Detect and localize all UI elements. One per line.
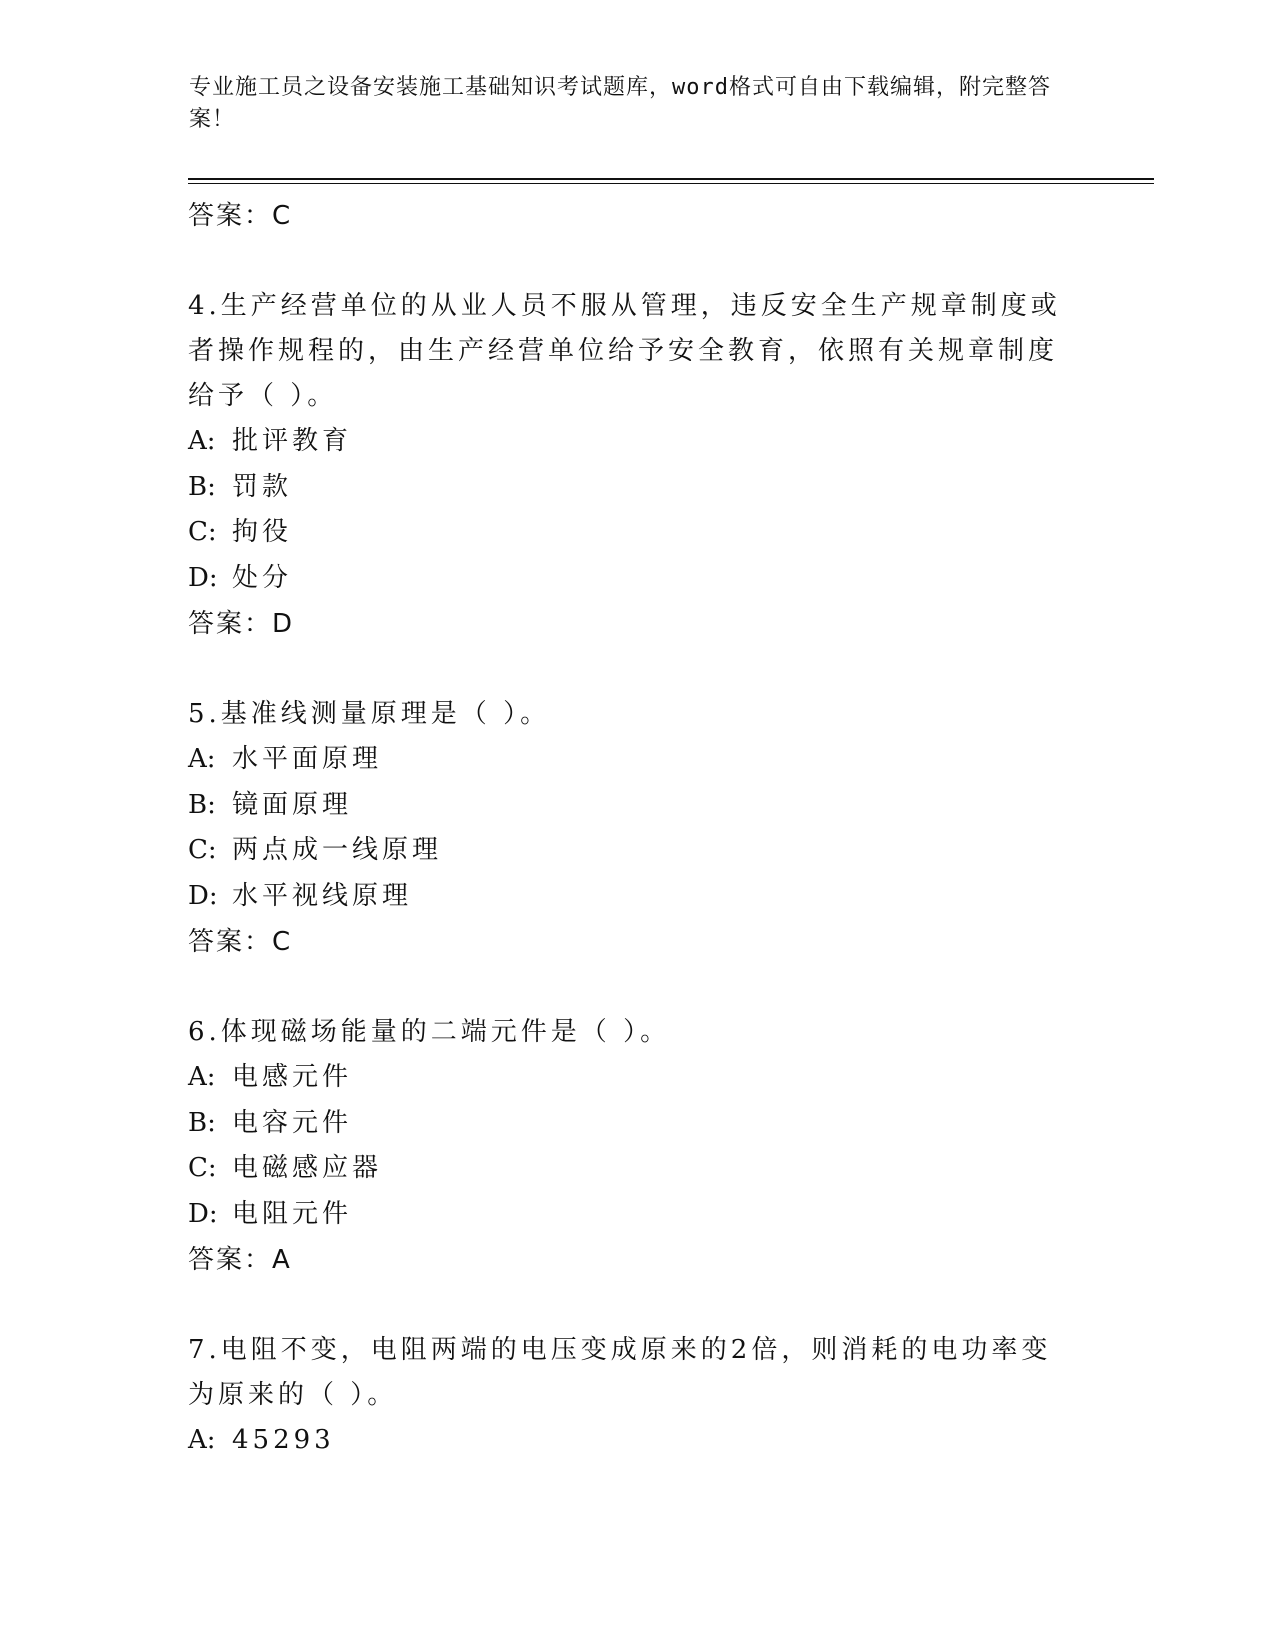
option-letter: B: — [188, 471, 216, 502]
option-letter: B: — [188, 789, 216, 820]
option-letter: A: — [188, 744, 216, 774]
option-b — [188, 465, 1148, 511]
option-letter: D: — [188, 562, 218, 593]
option-text: 镜面原理 — [232, 789, 353, 820]
option-c — [188, 1146, 1148, 1192]
option-letter: C: — [188, 1153, 217, 1183]
option-c — [188, 510, 1148, 556]
option-text: 电阻元件 — [232, 1198, 353, 1229]
option-letter: D: — [188, 1198, 218, 1229]
question-block — [188, 284, 1148, 647]
option-a — [188, 419, 1148, 465]
option-d — [188, 874, 1148, 920]
header-rule — [188, 178, 1154, 180]
question-block — [188, 692, 1148, 965]
option-letter: A: — [188, 1425, 216, 1455]
question-stem: 5.基准线测量原理是（ ）。 — [188, 699, 551, 729]
option-b — [188, 1101, 1148, 1147]
option-text: 水平视线原理 — [232, 880, 413, 911]
option-text: 水平面原理 — [232, 744, 383, 774]
option-letter: C: — [188, 835, 217, 865]
option-text: 两点成一线原理 — [232, 835, 443, 865]
option-b — [188, 783, 1148, 829]
question-stem: 4.生产经营单位的从业人员不服从管理，违反安全生产规章制度或者操作规程的，由生产经营单位给予安全教育，依照有关规章制度给予（ ）。 — [188, 291, 1061, 411]
option-a — [188, 737, 1148, 783]
answer-line: 答案：D — [188, 609, 295, 639]
option-text: 处分 — [232, 562, 293, 593]
option-a — [188, 1055, 1148, 1101]
option-letter: A: — [188, 426, 216, 456]
answer-line: 答案：A — [188, 1245, 292, 1275]
option-text: 罚款 — [232, 471, 293, 502]
question-block — [188, 1010, 1148, 1283]
option-letter: B: — [188, 1107, 216, 1138]
question-block — [188, 1328, 1148, 1464]
option-text: 电容元件 — [232, 1107, 353, 1138]
option-text: 电磁感应器 — [232, 1153, 383, 1183]
option-d — [188, 1192, 1148, 1238]
option-d — [188, 556, 1148, 602]
option-text: 批评教育 — [232, 426, 353, 456]
question-stem: 6.体现磁场能量的二端元件是（ ）。 — [188, 1017, 671, 1047]
option-c — [188, 828, 1148, 874]
option-text: 拘役 — [232, 517, 293, 547]
answer-line: 答案：C — [188, 201, 293, 231]
option-letter: D: — [188, 880, 218, 911]
question-list — [188, 193, 1148, 1464]
option-text: 电感元件 — [232, 1062, 353, 1092]
question-stem: 7.电阻不变，电阻两端的电压变成原来的2倍，则消耗的电功率变为原来的（ ）。 — [188, 1335, 1052, 1410]
answer-line: 答案：C — [188, 927, 293, 957]
header-rule-thin — [188, 183, 1154, 184]
option-letter: C: — [188, 517, 217, 547]
option-letter: A: — [188, 1062, 216, 1092]
option-text: 45293 — [232, 1425, 335, 1455]
document-header: 专业施工员之设备安装施工基础知识考试题库，word格式可自由下载编辑，附完整答案！ — [189, 75, 1051, 132]
option-a — [188, 1418, 1148, 1464]
